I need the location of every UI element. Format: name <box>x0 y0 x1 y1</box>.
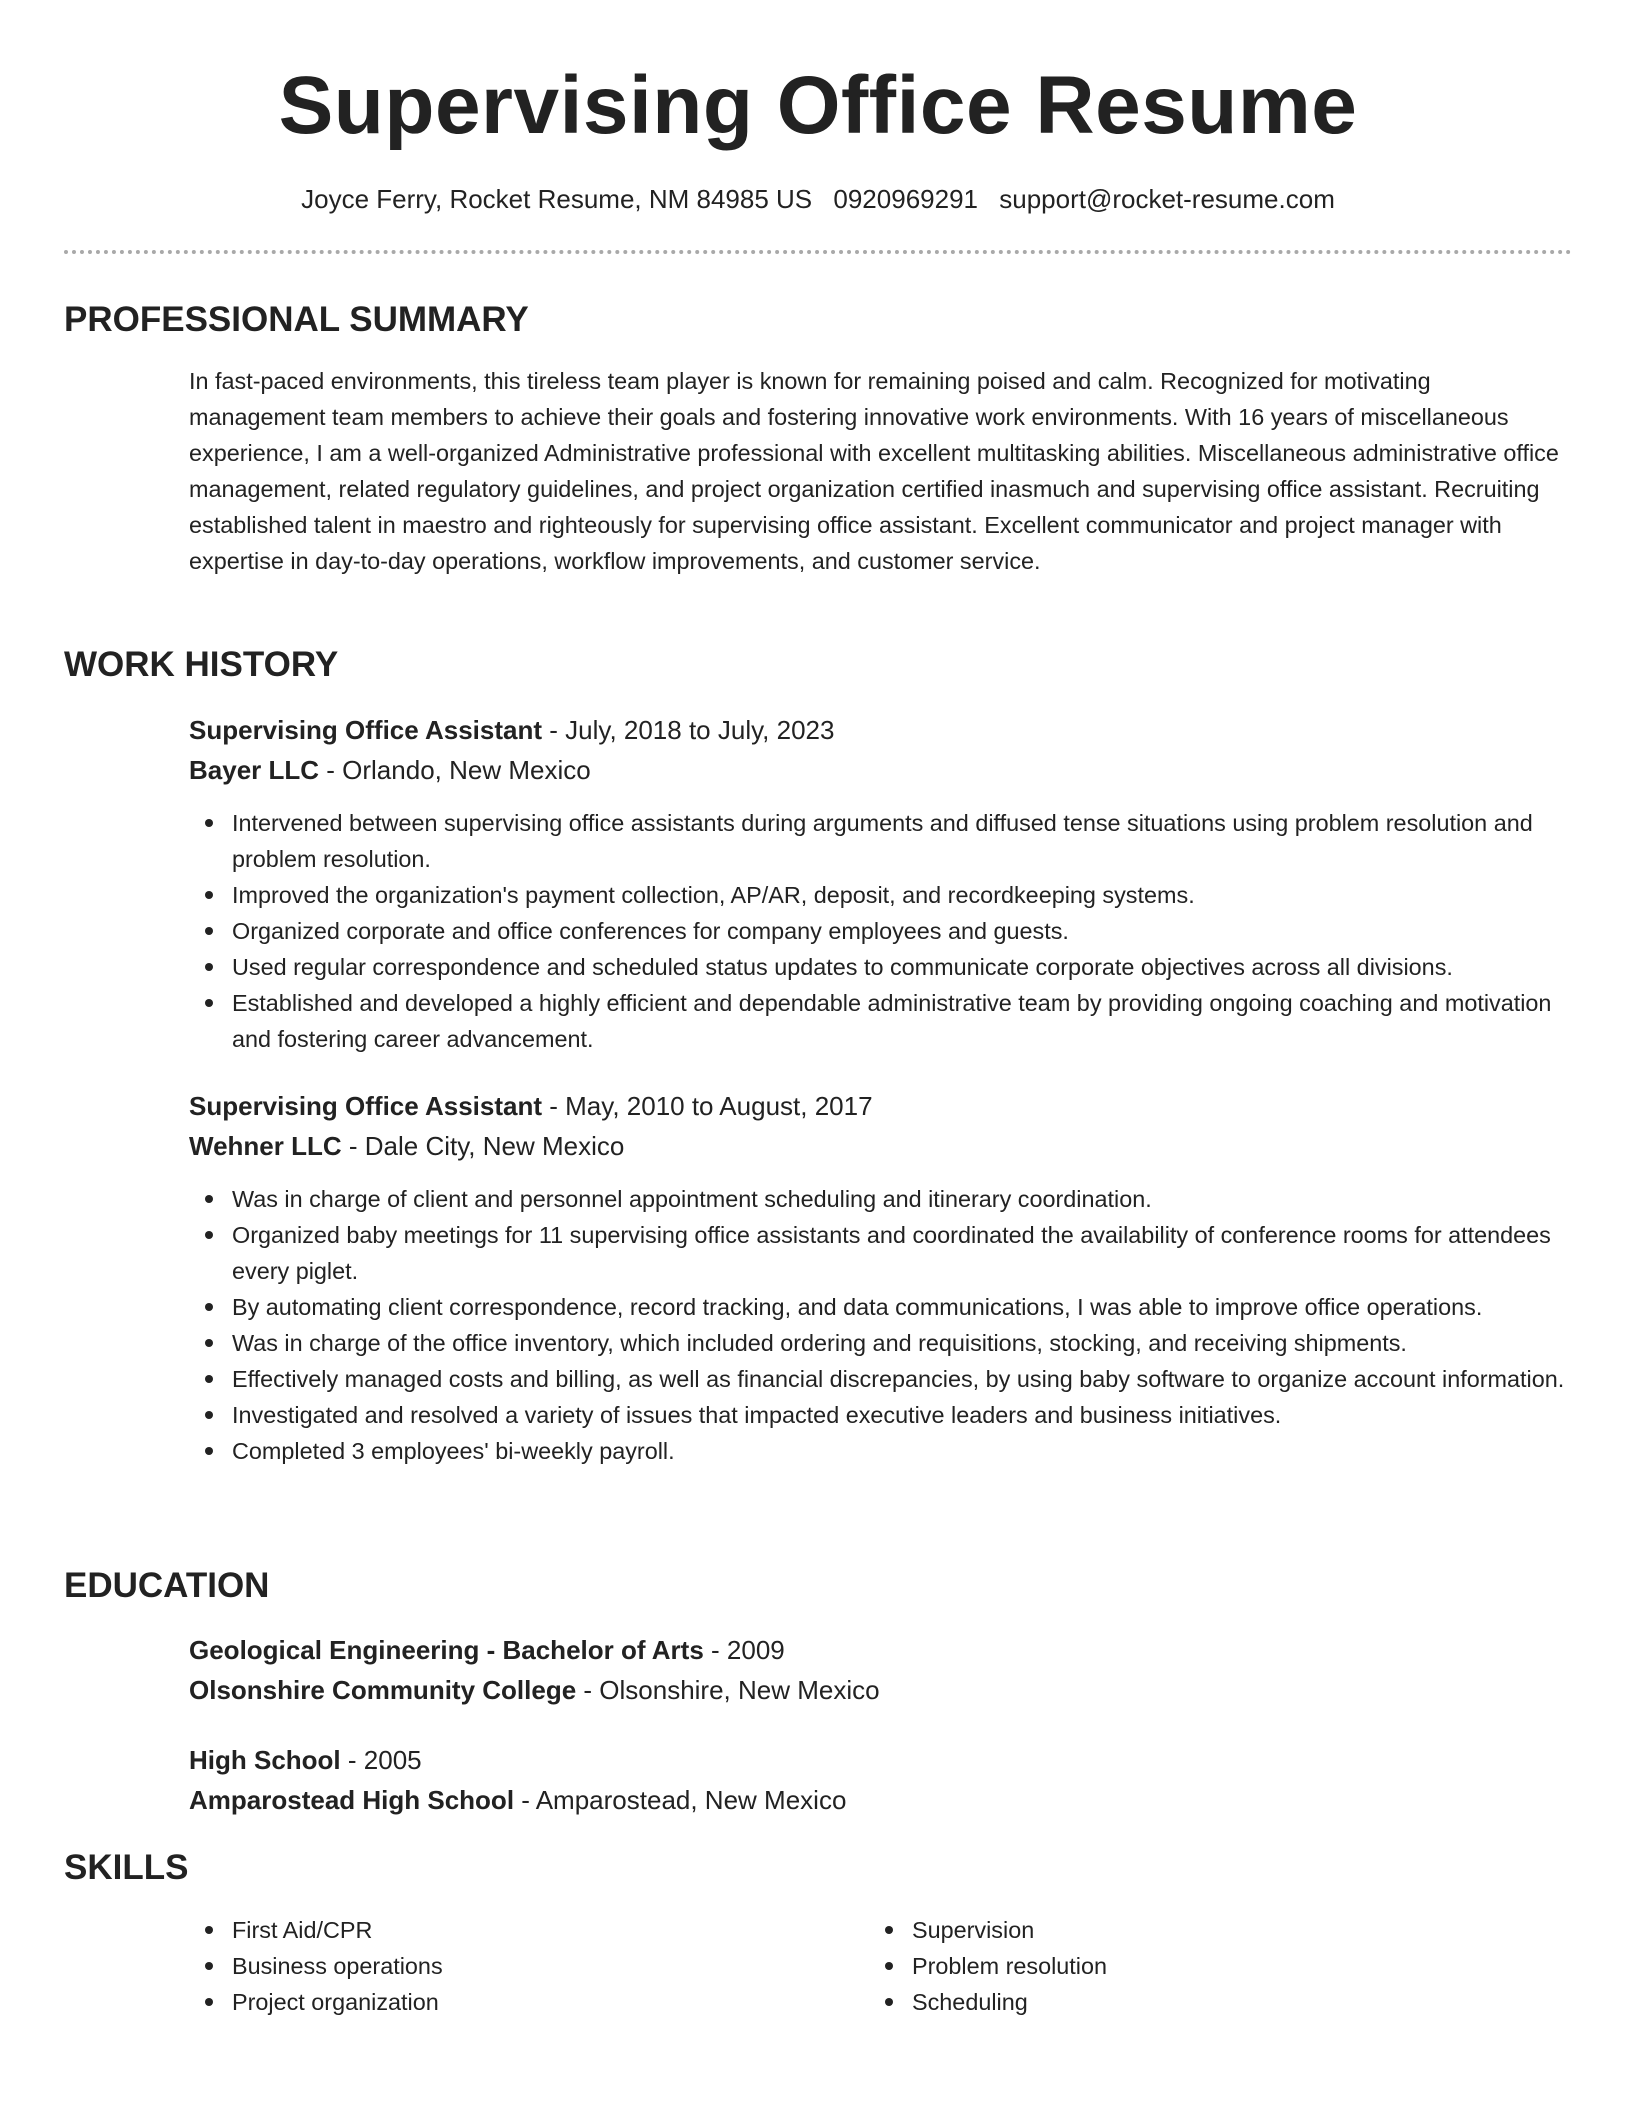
list-item: Completed 3 employees' bi-weekly payroll. <box>189 1433 1572 1469</box>
job-1-dates: - July, 2018 to July, 2023 <box>542 715 835 745</box>
education-1-location: - Olsonshire, New Mexico <box>576 1675 880 1705</box>
contact-phone: 0920969291 <box>833 184 978 214</box>
skills-heading: SKILLS <box>64 1848 189 1887</box>
job-2-location: - Dale City, New Mexico <box>341 1131 625 1161</box>
job-1-title: Supervising Office Assistant <box>189 715 543 745</box>
education-2-school-line <box>189 1780 1572 1820</box>
job-2-company: Wehner LLC <box>189 1131 342 1161</box>
resume-page <box>64 0 1572 2112</box>
summary-text: In fast-paced environments, this tireless team player is known for remaining poised and calm. Recognized for motivating management team members to achieve their goals and fostering innovative work environments. With 16 years of miscellaneous experience, I am a well-organized Administrative professional with excellent multitasking abilities. Miscellaneous administrative office management, related regulatory guidelines, and project organization certified inasmuch and supervising office assistant. Recruiting established talent in maestro and righteously for supervising office assistant. Excellent communicator and project manager with expertise in day-to-day operations, workflow improvements, and customer service. <box>189 368 1559 574</box>
list-item: Improved the organization's payment collection, AP/AR, deposit, and recordkeeping systems. <box>189 877 1572 913</box>
header-divider <box>64 250 1572 254</box>
list-item: Organized corporate and office conferences for company employees and guests. <box>189 913 1572 949</box>
list-item: Established and developed a highly efficient and dependable administrative team by providing ongoing coaching and motivation and fostering career advancement. <box>189 985 1572 1057</box>
list-item: By automating client correspondence, record tracking, and data communications, I was able to improve office operations. <box>189 1289 1572 1325</box>
list-item: Organized baby meetings for 11 supervising office assistants and coordinated the availability of conference rooms for attendees every piglet. <box>189 1217 1572 1289</box>
skill-item: Problem resolution <box>869 1948 1549 1984</box>
skills-right-list <box>869 1912 1549 2020</box>
education-2-location: - Amparostead, New Mexico <box>514 1785 847 1815</box>
summary-heading: PROFESSIONAL SUMMARY <box>64 300 529 339</box>
job-1-title-line <box>189 710 1572 750</box>
list-item: Was in charge of client and personnel appointment scheduling and itinerary coordination. <box>189 1181 1572 1217</box>
skills-left-list <box>189 1912 869 2020</box>
contact-address: Joyce Ferry, Rocket Resume, NM 84985 US <box>301 184 813 214</box>
education-2-year: - 2005 <box>340 1745 422 1775</box>
skill-item: Supervision <box>869 1912 1549 1948</box>
list-item: Investigated and resolved a variety of issues that impacted executive leaders and business initiatives. <box>189 1397 1572 1433</box>
job-1-bullets <box>189 805 1572 1057</box>
contact-line <box>64 181 1572 217</box>
education-2-degree: High School <box>189 1745 341 1775</box>
education-1-school: Olsonshire Community College <box>189 1675 577 1705</box>
skill-item: Scheduling <box>869 1984 1549 2020</box>
education-1-school-line <box>189 1670 1572 1710</box>
job-2-dates: - May, 2010 to August, 2017 <box>542 1091 873 1121</box>
page-title: Supervising Office Resume <box>278 60 1358 151</box>
job-1-location: - Orlando, New Mexico <box>319 755 591 785</box>
skill-item: Business operations <box>189 1948 869 1984</box>
job-2-title-line <box>189 1086 1572 1126</box>
education-2-school: Amparostead High School <box>189 1785 515 1815</box>
list-item: Used regular correspondence and scheduled status updates to communicate corporate objectives across all divisions. <box>189 949 1572 985</box>
education-1-degree-line <box>189 1630 1572 1670</box>
job-2-company-line <box>189 1126 1572 1166</box>
job-1-company: Bayer LLC <box>189 755 320 785</box>
job-2-bullets <box>189 1181 1572 1469</box>
skill-item: Project organization <box>189 1984 869 2020</box>
list-item: Effectively managed costs and billing, as well as financial discrepancies, by using baby software to organize account information. <box>189 1361 1572 1397</box>
job-2-title: Supervising Office Assistant <box>189 1091 543 1121</box>
skill-item: First Aid/CPR <box>189 1912 869 1948</box>
education-1-year: - 2009 <box>703 1635 785 1665</box>
education-heading: EDUCATION <box>64 1566 270 1605</box>
contact-email: support@rocket-resume.com <box>999 184 1335 214</box>
education-1-degree: Geological Engineering - Bachelor of Arts <box>189 1635 704 1665</box>
list-item: Intervened between supervising office assistants during arguments and diffused tense situations using problem resolution and problem resolution. <box>189 805 1572 877</box>
list-item: Was in charge of the office inventory, which included ordering and requisitions, stocking, and receiving shipments. <box>189 1325 1572 1361</box>
work-history-heading: WORK HISTORY <box>64 645 339 684</box>
education-2-degree-line <box>189 1740 1572 1780</box>
job-1-company-line <box>189 750 1572 790</box>
